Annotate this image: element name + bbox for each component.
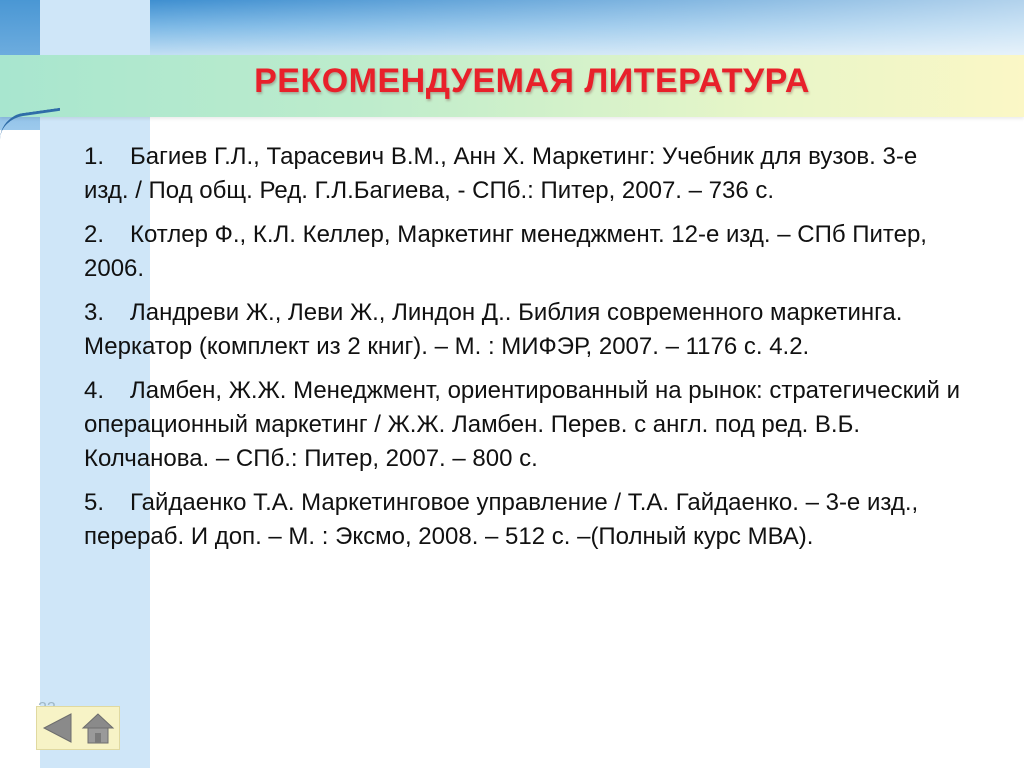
reference-text: Ландреви Ж., Леви Ж., Линдон Д.. Библия современного маркетинга. Меркатор (комплект из 2 книг). – М. : МИФЭР, 2007. – 1176 с. 4.2.	[84, 299, 903, 360]
reference-item	[84, 140, 964, 208]
reference-text: Гайдаенко Т.А. Маркетинговое управление / Т.А. Гайдаенко. – 3-е изд., перераб. И доп. – М. : Эксмо, 2008. – 512 с. –(Полный курс МВА).	[84, 489, 919, 550]
house-icon	[81, 711, 115, 745]
reference-text: Котлер Ф., К.Л. Келлер, Маркетинг менеджмент. 12-е изд. – СПб Питер, 2006.	[84, 221, 927, 282]
reference-item	[84, 296, 964, 364]
reference-item	[84, 486, 964, 554]
reference-text: Багиев Г.Л., Тарасевич В.М., Анн Х. Маркетинг: Учебник для вузов. 3-е изд. / Под общ. Ред. Г.Л.Багиева, - СПб.: Питер, 2007. – 736 с.	[84, 143, 918, 204]
slide-title: РЕКОМЕНДУЕМАЯ ЛИТЕРАТУРА	[254, 62, 810, 100]
reference-item	[84, 218, 964, 286]
reference-list	[84, 140, 964, 564]
reference-number: 4.	[84, 377, 105, 404]
reference-number: 1.	[84, 143, 105, 170]
reference-number: 2.	[84, 221, 105, 248]
top-decor-shine	[150, 0, 1024, 60]
back-button[interactable]	[41, 711, 75, 745]
reference-number: 3.	[84, 299, 105, 326]
reference-number: 5.	[84, 489, 105, 516]
home-button[interactable]	[81, 711, 115, 745]
reference-item	[84, 374, 964, 476]
nav-panel	[36, 706, 120, 750]
reference-text: Ламбен, Ж.Ж. Менеджмент, ориентированный на рынок: стратегический и операционный маркетинг / Ж.Ж. Ламбен. Перев. с англ. под ред. В.Б. Колчанова. – СПб.: Питер, 2007. – 800 с.	[84, 377, 960, 472]
triangle-left-icon	[41, 711, 75, 745]
